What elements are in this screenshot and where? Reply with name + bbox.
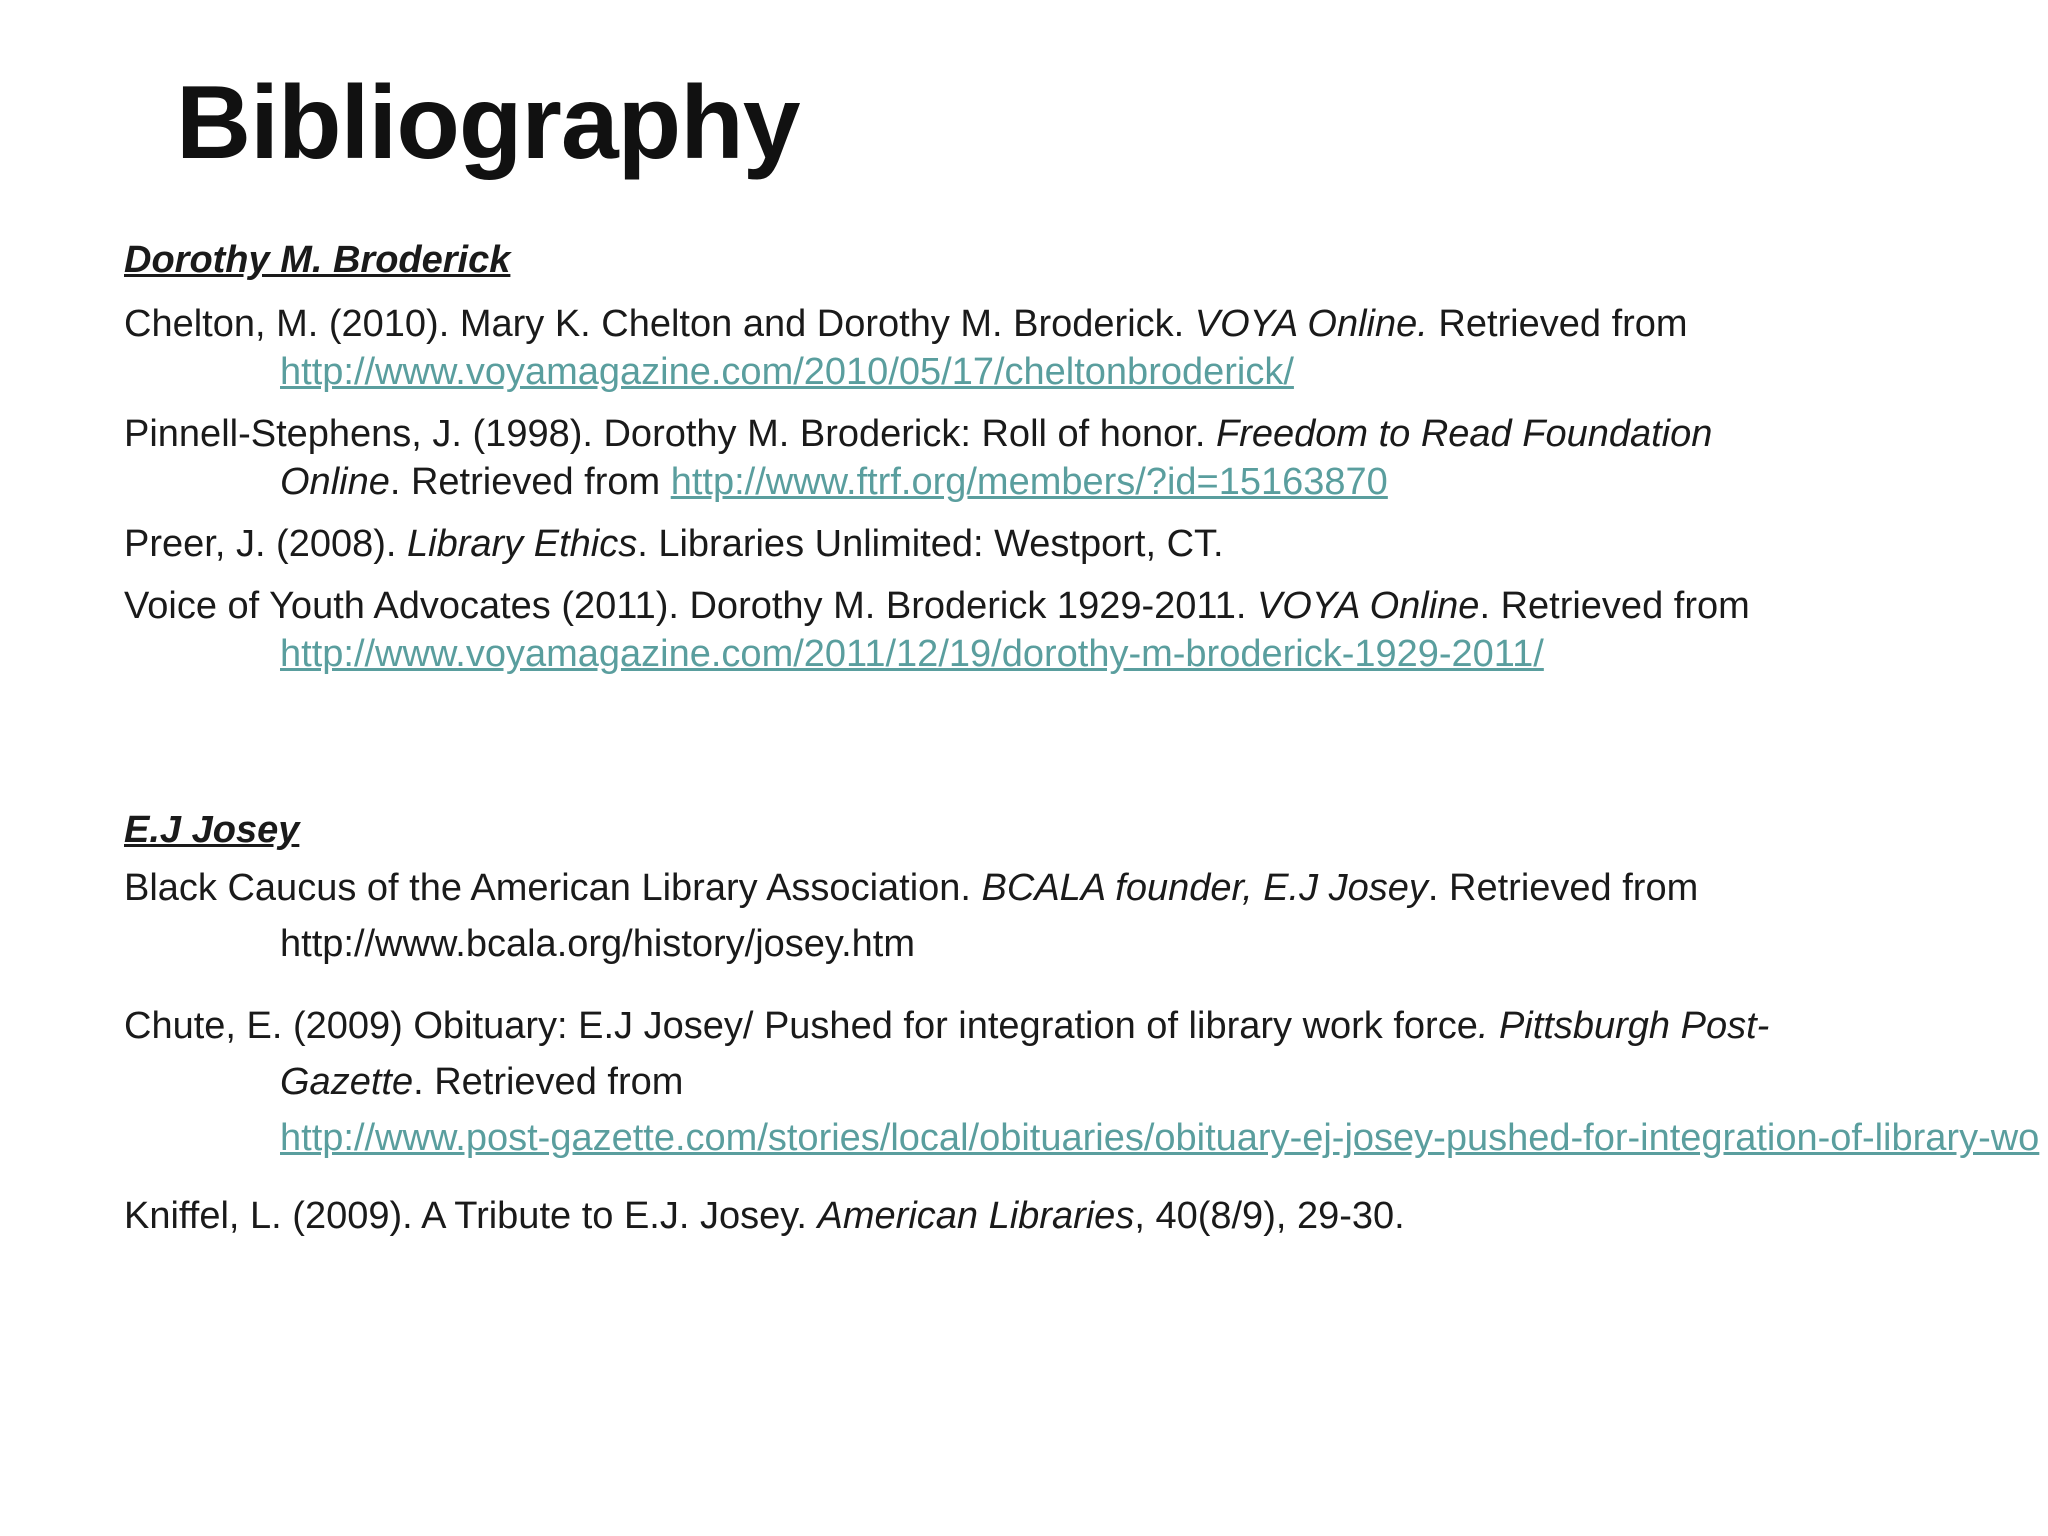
citation-text: Chute, E. (2009) Obituary: E.J Josey/ Pushed for integration of library work force [124,1005,1478,1047]
citation-link[interactable]: http://www.post-gazette.com/stories/local/obituaries/obituary-ej-josey-pushed-for-integration-of-library-wo [280,1117,2040,1159]
citation-text: . Retrieved from [413,1061,684,1103]
citation-kniffel [124,1192,2034,1240]
citation-text: . Retrieved from [389,461,671,503]
section-heading-broderick: Dorothy M. Broderick [124,239,511,281]
citation-chute [124,998,2040,1166]
citation-link[interactable]: http://www.ftrf.org/members/?id=15163870 [670,461,1388,503]
citation-source: VOYA Online. [1194,303,1428,345]
citation-text: , 40(8/9), 29-30. [1134,1195,1405,1237]
citation-text: . Libraries Unlimited: Westport, CT. [637,523,1224,565]
bibliography-content [124,236,2040,1254]
citation-text: Voice of Youth Advocates (2011). Dorothy M. Broderick 1929-2011. [124,585,1257,627]
citation-text: Chelton, M. (2010). Mary K. Chelton and Dorothy M. Broderick. [124,303,1195,345]
citation-source: Library Ethics [407,523,638,565]
citation-link[interactable]: http://www.voyamagazine.com/2010/05/17/cheltonbroderick/ [280,351,1294,393]
citation-text: . Retrieved from [1427,867,1699,909]
citation-text: . Retrieved from [1479,585,1750,627]
section-heading-josey: E.J Josey [124,809,300,851]
citation-source: Freedom to Read Foundation [1215,413,1713,455]
citation-text: Preer, J. (2008). [124,523,408,565]
citation-bcala [124,860,2034,972]
citation-voya [124,582,2034,678]
citation-text: Pinnell-Stephens, J. (1998). Dorothy M. Broderick: Roll of honor. [124,413,1216,455]
citation-source: American Libraries [817,1195,1135,1237]
citation-text: Black Caucus of the American Library Association. [124,867,982,909]
citation-preer [124,520,2034,568]
page-title: Bibliography [176,65,800,181]
citation-text: Kniffel, L. (2009). A Tribute to E.J. Josey. [124,1195,818,1237]
citation-source: VOYA Online [1256,585,1480,627]
citation-source: . Pittsburgh Post- [1477,1005,1770,1047]
citation-url: http://www.bcala.org/history/josey.htm [280,923,915,965]
citation-chelton [124,300,2034,396]
citation-text: Retrieved from [1427,303,1688,345]
citation-source: Gazette [280,1061,414,1103]
citation-pinnell-stephens [124,410,2034,506]
section-spacer [124,692,2034,806]
citation-source: Online [280,461,390,503]
citation-link[interactable]: http://www.voyamagazine.com/2011/12/19/dorothy-m-broderick-1929-2011/ [280,633,1544,675]
citation-source: BCALA founder, E.J Josey [981,867,1428,909]
